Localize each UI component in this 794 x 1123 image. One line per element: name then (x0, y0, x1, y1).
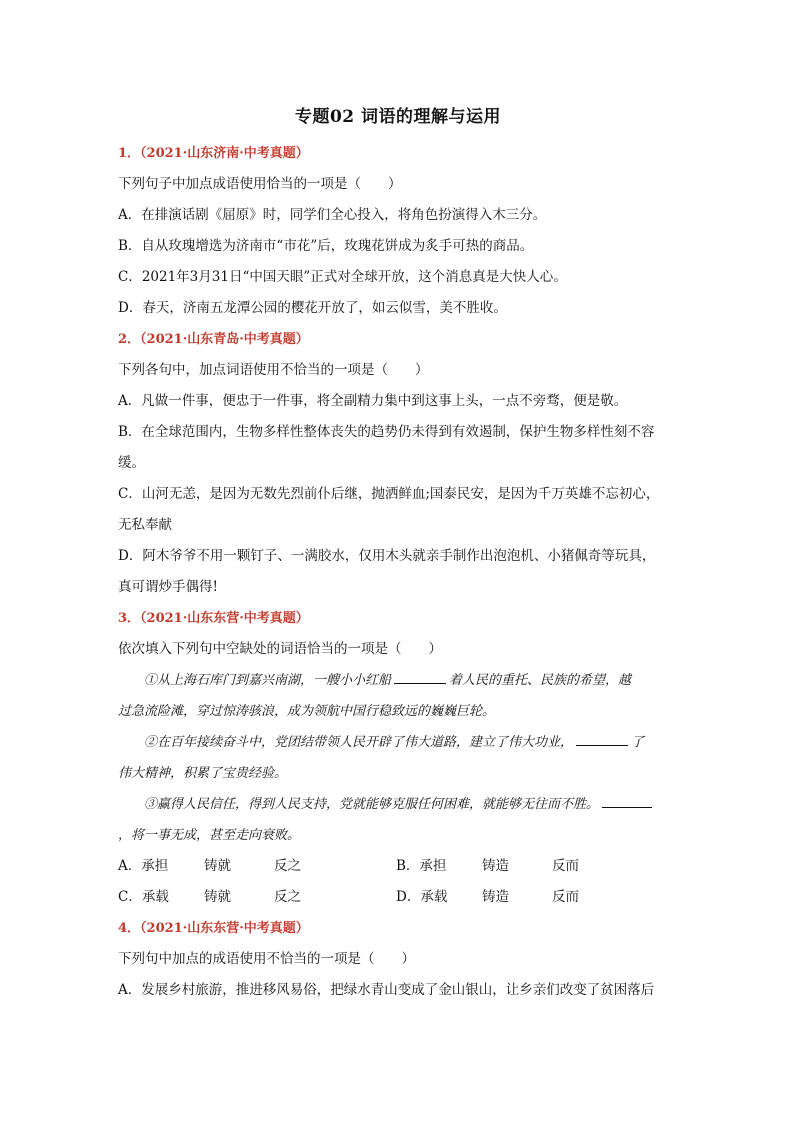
document-page (118, 100, 678, 1006)
option-a-word2: 铸就 (204, 858, 231, 874)
question-3-options-row-1 (118, 851, 678, 882)
question-3-passage-1 (118, 665, 678, 696)
fill-blank-2 (576, 731, 628, 746)
option-c-word3: 反之 (274, 889, 301, 905)
question-2-option-c-line1: C．山河无恙，是因为无数先烈前仆后继，抛洒鲜血;国泰民安，是因为千万英雄不忘初心， (118, 486, 660, 502)
question-3-source: 3．（2021·山东东营·中考真题） (118, 611, 309, 626)
option-b-word2: 铸造 (482, 858, 509, 874)
question-4 (118, 913, 678, 1006)
option-a-word3: 反之 (274, 858, 301, 874)
question-1-stem: 下列句子中加点成语使用恰当的一项是（ ） (118, 176, 402, 192)
question-3-options-row-2 (118, 882, 678, 913)
question-3-option-a (118, 851, 396, 882)
question-3-option-b (396, 851, 674, 882)
question-3-passage-2-cont: 伟大精神，积累了宝贵经验。 (118, 766, 288, 781)
question-2-option-a: A．凡做一件事，便忠于一件事，将全副精力集中到这事上头，一点不旁骛，便是敬。 (118, 393, 628, 409)
question-3-passage-2 (118, 727, 678, 758)
question-3-passage-3-cont: ，将一事无成，甚至走向衰败。 (118, 828, 301, 843)
question-2-option-d-line2: 真可谓炒手偶得! (118, 579, 218, 595)
question-2-option-b-line1: B．在全球范围内，生物多样性整体丧失的趋势仍未得到有效遏制，保护生物多样性刻不容 (118, 424, 655, 440)
option-c-label-word1: C．承载 (118, 889, 169, 905)
question-1-source: 1．（2021·山东济南·中考真题） (118, 146, 309, 161)
question-1-option-c: C．2021年3月31日“中国天眼”正式对全球开放，这个消息真是大快人心。 (118, 269, 567, 285)
option-d-label-word1: D．承载 (396, 889, 448, 905)
question-2-source: 2．（2021·山东青岛·中考真题） (118, 332, 309, 347)
question-2-option-c-line2: 无私奉献 (118, 517, 172, 533)
question-4-option-a: A．发展乡村旅游，推进移风易俗，把绿水青山变成了金山银山，让乡亲们改变了贫困落后 (118, 982, 655, 998)
question-4-stem: 下列句中加点的成语使用不恰当的一项是（ ） (118, 951, 415, 967)
passage-2-text-b: 了 (631, 735, 645, 750)
question-1-option-b: B．自从玫瑰增选为济南市“市花”后，玫瑰花饼成为炙手可热的商品。 (118, 238, 534, 254)
question-2 (118, 324, 678, 603)
passage-2-text-a: ②在百年接续奋斗中，党团结带领人民开辟了伟大道路，建立了伟大功业， (144, 735, 574, 750)
question-3-option-c (118, 882, 396, 913)
option-c-word2: 铸就 (204, 889, 231, 905)
question-4-source: 4．（2021·山东东营·中考真题） (118, 921, 309, 936)
question-2-option-d-line1: D．阿木爷爷不用一颗钉子、一满胶水，仅用木头就亲手制作出泡泡机、小猪佩奇等玩具， (118, 548, 656, 564)
fill-blank-1 (394, 669, 446, 684)
question-3-stem: 依次填入下列句中空缺处的词语恰当的一项是（ ） (118, 641, 442, 657)
option-b-label-word1: B．承担 (396, 858, 447, 874)
question-3-option-d (396, 882, 674, 913)
question-2-stem: 下列各句中，加点词语使用不恰当的一项是（ ） (118, 362, 429, 378)
option-d-word3: 反而 (552, 889, 579, 905)
fill-blank-3 (602, 793, 652, 808)
option-d-word2: 铸造 (482, 889, 509, 905)
option-a-label-word1: A．承担 (118, 858, 169, 874)
question-1-option-d: D．春天，济南五龙潭公园的樱花开放了，如云似雪，美不胜收。 (118, 300, 507, 316)
question-3-passage-1-cont: 过急流险滩，穿过惊涛骇浪，成为领航中国行稳致远的巍巍巨轮。 (118, 704, 496, 719)
passage-1-text-b: 着人民的重托、民族的希望，越 (449, 673, 632, 688)
question-3-passage-3 (118, 789, 678, 820)
question-1-option-a: A．在排演话剧《屈原》时，同学们全心投入，将角色扮演得入木三分。 (118, 207, 547, 223)
page-title: 专题02 词语的理解与运用 (294, 107, 502, 127)
passage-1-text-a: ①从上海石库门到嘉兴南湖，一艘小小红船 (144, 673, 392, 688)
passage-3-text-a: ③赢得人民信任，得到人民支持，党就能够克服任何困难，就能够无往而不胜。 (144, 797, 600, 812)
question-2-option-b-line2: 缓。 (118, 455, 145, 471)
question-3 (118, 603, 678, 913)
option-b-word3: 反而 (552, 858, 579, 874)
question-1 (118, 138, 678, 324)
